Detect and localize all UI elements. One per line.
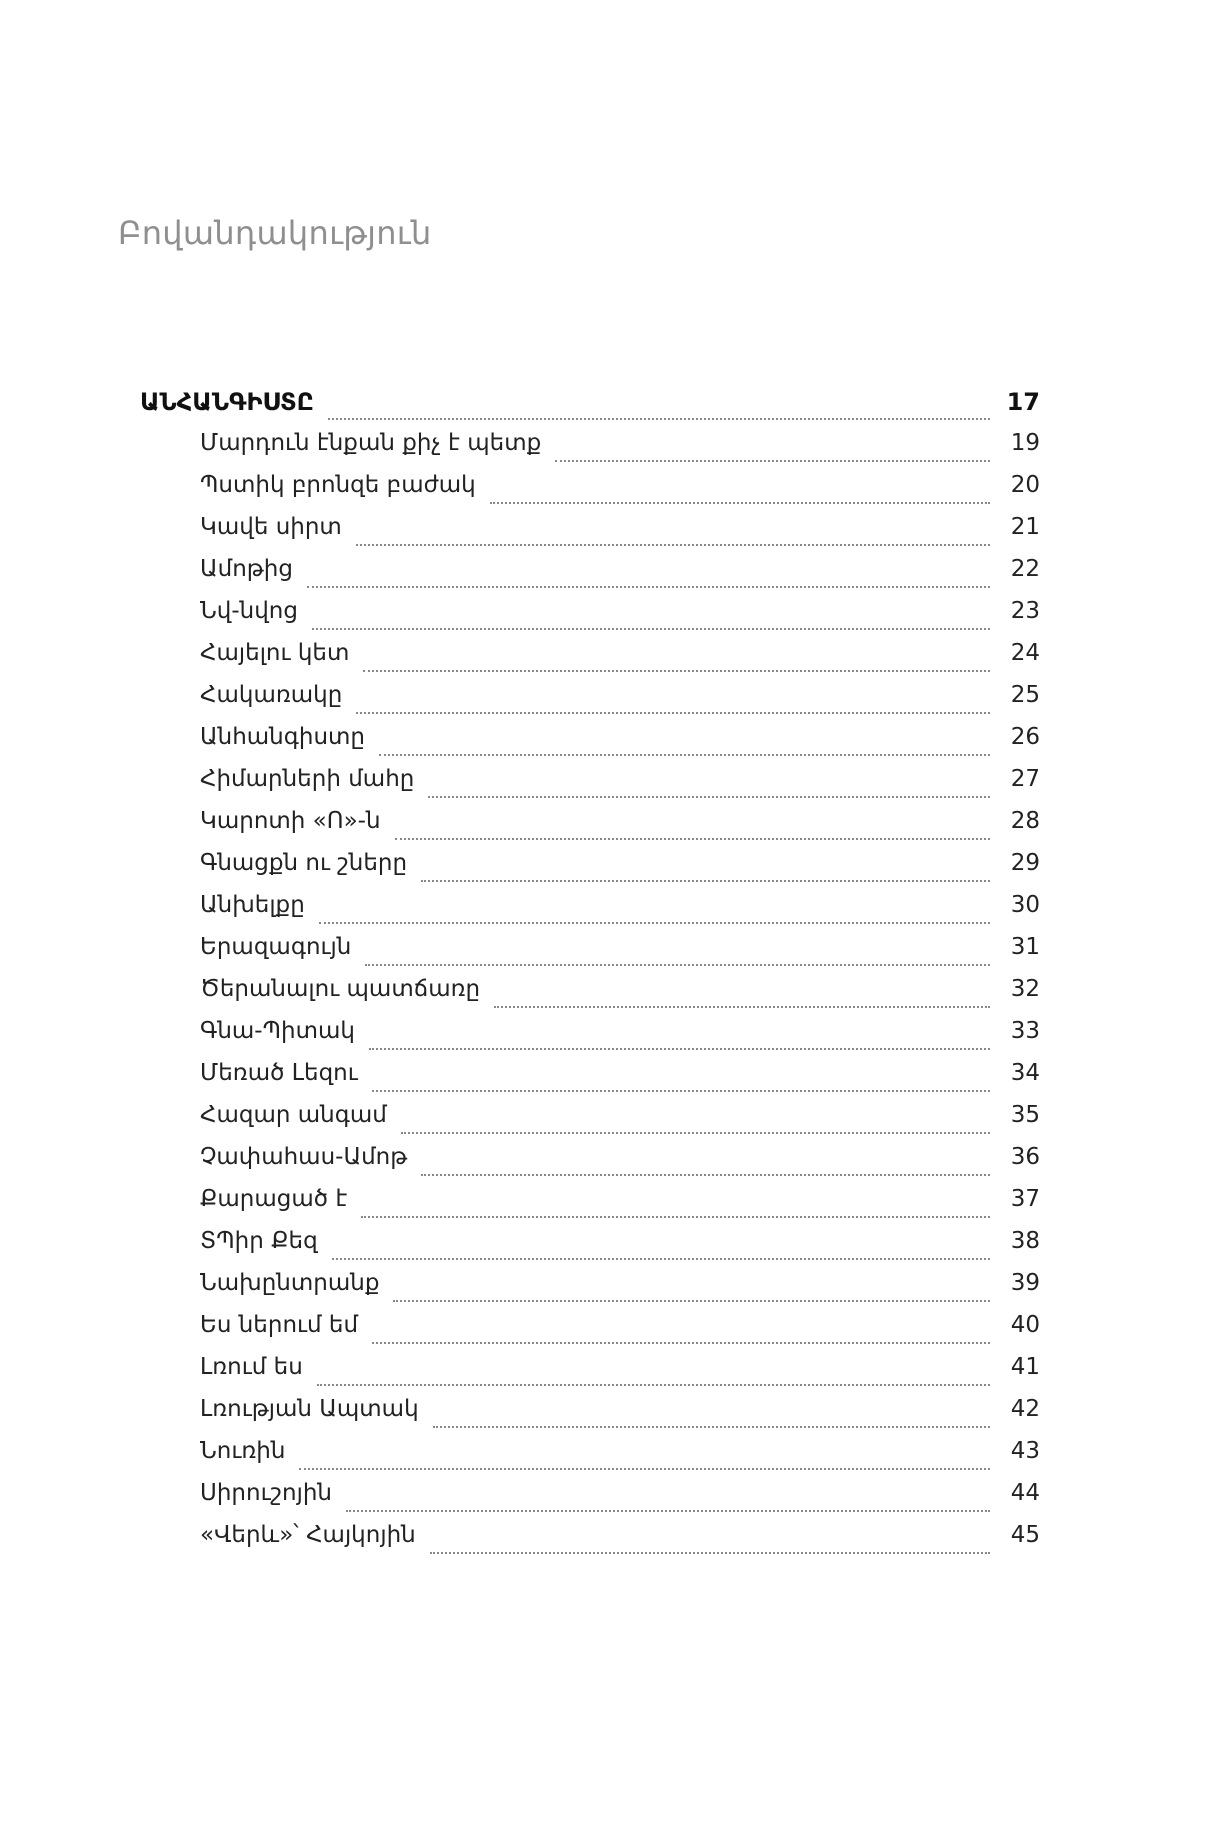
toc-entry[interactable] <box>140 556 1040 598</box>
toc-entry-label: Չափահաս-Ամոթ <box>200 1144 408 1170</box>
toc-entry-label: Ամոթից <box>200 556 293 582</box>
toc-entry-label: Սիրուշոյին <box>200 1480 333 1506</box>
toc-entry[interactable] <box>140 1228 1040 1270</box>
toc-entry-label: Հակառակը <box>200 682 343 708</box>
toc-leader <box>433 1425 990 1428</box>
toc-entry[interactable] <box>140 1354 1040 1396</box>
toc-entry-label: Նուռին <box>200 1438 286 1464</box>
toc-entry-page: 35 <box>1010 1102 1040 1128</box>
toc-entry-label: Նախընտրանք <box>200 1270 380 1296</box>
toc-leader <box>328 417 990 420</box>
toc-entry[interactable] <box>140 682 1040 724</box>
toc-entry-label: Ես ներում եմ <box>200 1312 359 1338</box>
toc-entry[interactable] <box>140 1144 1040 1186</box>
toc-entry-page: 25 <box>1010 682 1040 708</box>
toc-entry-label: Ծերանալու պատճառը <box>200 976 481 1002</box>
toc-entry-page: 40 <box>1010 1312 1040 1338</box>
toc-entry-label: Կավե սիրտ <box>200 514 342 540</box>
toc-entry-page: 42 <box>1010 1396 1040 1422</box>
toc-leader <box>430 1551 990 1554</box>
toc-leader <box>372 1089 990 1092</box>
toc-section-label: ԱՆՀԱՆԳԻՍՏԸ <box>140 388 314 416</box>
toc-entry[interactable] <box>140 724 1040 766</box>
toc-entry-label: Լռում ես <box>200 1354 303 1380</box>
toc-entry-page: 45 <box>1010 1522 1040 1548</box>
toc-entry-page: 21 <box>1010 514 1040 540</box>
toc-entry[interactable] <box>140 598 1040 640</box>
toc-leader <box>490 501 990 504</box>
toc-entry[interactable] <box>140 472 1040 514</box>
toc-entry-page: 24 <box>1010 640 1040 666</box>
toc-leader <box>395 837 990 840</box>
toc-entry[interactable] <box>140 766 1040 808</box>
toc-leader <box>421 879 990 882</box>
toc-leader <box>393 1299 990 1302</box>
toc-entry-label: Նվ-նվոց <box>200 598 298 624</box>
toc-entry[interactable] <box>140 1186 1040 1228</box>
toc-entry-page: 22 <box>1010 556 1040 582</box>
toc-entry[interactable] <box>140 1312 1040 1354</box>
toc-entry-page: 38 <box>1010 1228 1040 1254</box>
toc-entry-label: Հիմարների մահը <box>200 766 415 792</box>
toc-leader <box>361 1215 990 1218</box>
toc-leader <box>372 1341 990 1344</box>
toc-entry-page: 44 <box>1010 1480 1040 1506</box>
toc-entry[interactable] <box>140 430 1040 472</box>
toc-entry-page: 41 <box>1010 1354 1040 1380</box>
toc-leader <box>356 711 990 714</box>
toc-entry-label: Կարոտի «Ո»-ն <box>200 808 381 834</box>
toc-leader <box>401 1131 990 1134</box>
toc-leader <box>317 1383 990 1386</box>
toc-leader <box>332 1257 990 1260</box>
toc-entry-page: 29 <box>1010 850 1040 876</box>
toc-entry-page: 31 <box>1010 934 1040 960</box>
toc-leader <box>379 753 990 756</box>
toc-section[interactable] <box>140 388 1040 430</box>
toc-leader <box>307 585 990 588</box>
toc-entry-page: 27 <box>1010 766 1040 792</box>
toc-entry-label: Հազար անգամ <box>200 1102 387 1128</box>
toc-entry[interactable] <box>140 1018 1040 1060</box>
toc-leader <box>494 1005 990 1008</box>
toc-entry-page: 28 <box>1010 808 1040 834</box>
toc-entry[interactable] <box>140 850 1040 892</box>
toc-entry-page: 33 <box>1010 1018 1040 1044</box>
toc-entry-page: 26 <box>1010 724 1040 750</box>
toc-leader <box>299 1467 990 1470</box>
toc-entry-label: Երազագույն <box>200 934 352 960</box>
toc-entry[interactable] <box>140 1270 1040 1312</box>
toc-entry-label: Գնա-Պիտակ <box>200 1018 355 1044</box>
toc-entries <box>140 430 1040 1564</box>
toc-leader <box>312 627 990 630</box>
toc-entry[interactable] <box>140 1060 1040 1102</box>
toc-entry[interactable] <box>140 976 1040 1018</box>
toc-entry-label: Անխելքը <box>200 892 305 918</box>
toc-entry-label: Մարդուն էնքան քիչ է պետք <box>200 430 542 456</box>
toc-entry-page: 34 <box>1010 1060 1040 1086</box>
toc-entry[interactable] <box>140 514 1040 556</box>
toc-entry-page: 37 <box>1010 1186 1040 1212</box>
toc-entry[interactable] <box>140 934 1040 976</box>
toc-entry-page: 30 <box>1010 892 1040 918</box>
toc-entry-label: Լռության Ապտակ <box>200 1396 419 1422</box>
toc-leader <box>319 921 990 924</box>
toc-entry[interactable] <box>140 892 1040 934</box>
toc-entry[interactable] <box>140 1102 1040 1144</box>
toc-leader <box>346 1509 990 1512</box>
toc-entry[interactable] <box>140 1522 1040 1564</box>
toc-entry-page: 32 <box>1010 976 1040 1002</box>
toc-entry-label: Պստիկ բրոնզե բաժակ <box>200 472 476 498</box>
toc-leader <box>356 543 990 546</box>
toc-entry[interactable] <box>140 1438 1040 1480</box>
toc-entry[interactable] <box>140 640 1040 682</box>
toc-entry-label: «Վերև»՝ Հայկոյին <box>200 1522 416 1548</box>
toc-leader <box>363 669 990 672</box>
toc-entry-label: ՏՊիր Քեզ <box>200 1228 318 1254</box>
toc-entry-label: Անհանգիստը <box>200 724 366 750</box>
toc-entry-label: Մեռած Լեզու <box>200 1060 358 1086</box>
toc-entry-page: 36 <box>1010 1144 1040 1170</box>
toc-entry-page: 20 <box>1010 472 1040 498</box>
toc-entry-page: 43 <box>1010 1438 1040 1464</box>
toc-leader <box>428 795 990 798</box>
toc-leader <box>369 1047 990 1050</box>
toc-leader <box>421 1173 990 1176</box>
toc-entry-label: Քարացած է <box>200 1186 348 1212</box>
toc-leader <box>555 459 990 462</box>
toc-entry-page: 19 <box>1010 430 1040 456</box>
toc-entry-page: 39 <box>1010 1270 1040 1296</box>
toc-leader <box>365 963 990 966</box>
toc-entry[interactable] <box>140 1396 1040 1438</box>
toc-entry[interactable] <box>140 1480 1040 1522</box>
toc-section-page: 17 <box>1006 388 1040 416</box>
toc-entry-label: Հայելու կետ <box>200 640 350 666</box>
table-of-contents <box>140 388 1040 1564</box>
toc-entry[interactable] <box>140 808 1040 850</box>
page-title: Բովանդակություն <box>118 214 432 252</box>
toc-entry-label: Գնացքն ու շները <box>200 850 408 876</box>
toc-entry-page: 23 <box>1010 598 1040 624</box>
